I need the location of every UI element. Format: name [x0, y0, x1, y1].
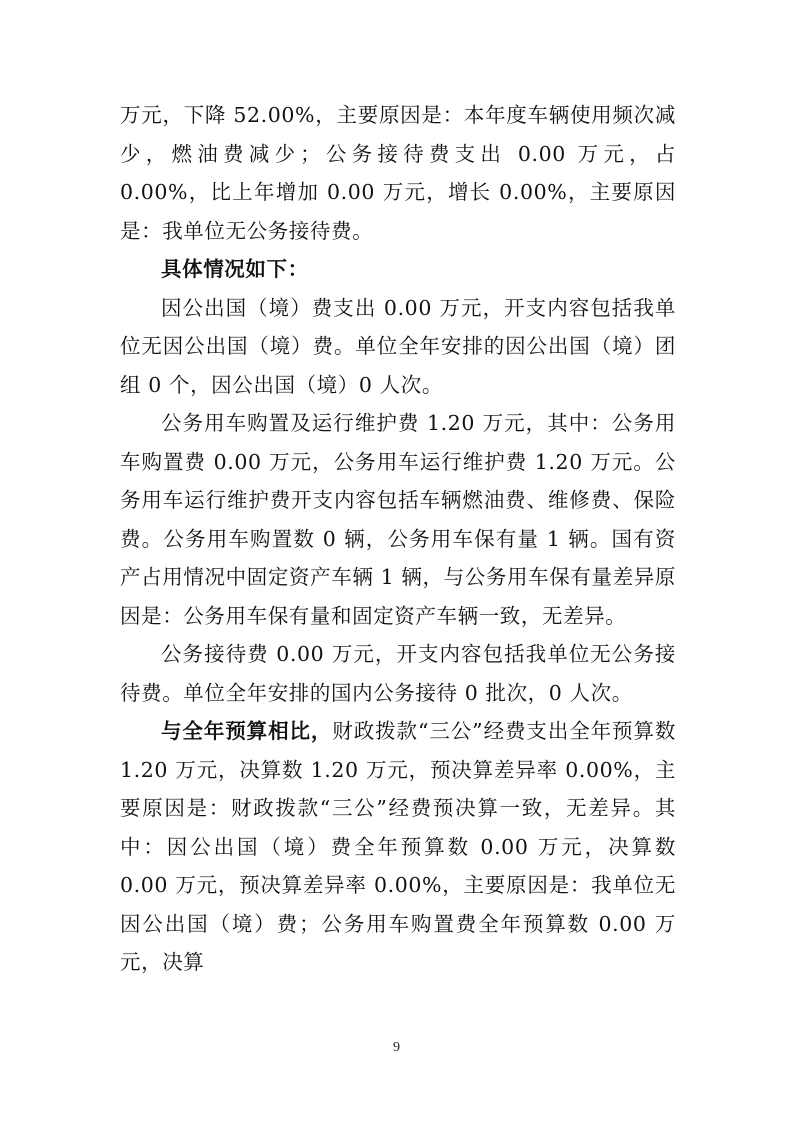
paragraph-4	[120, 404, 676, 635]
paragraph-1	[120, 96, 676, 250]
paragraph-text: 公务接待费 0.00 万元，开支内容包括我单位无公务接待费。单位全年安排的国内公务接待 0 批次，0 人次。	[120, 642, 676, 705]
paragraph-lead: 具体情况如下：	[161, 257, 309, 281]
paragraph-5	[120, 635, 676, 712]
paragraph-6	[120, 712, 676, 982]
paragraph-text: 公务用车购置及运行维护费 1.20 万元，其中：公务用车购置费 0.00 万元，公务用车运行维护费 1.20 万元。公务用车运行维护费开支内容包括车辆燃油费、维修费、保险费。公务用车购置数 0 辆，公务用车保有量 1 辆。国有资产占用情况中固定资产车辆 1 辆，与公务用车保有量差异原因是：公务用车保有量和固定资产车辆一致，无差异。	[120, 411, 676, 628]
paragraph-text: 因公出国（境）费支出 0.00 万元，开支内容包括我单位无因公出国（境）费。单位全年安排的因公出国（境）团组 0 个，因公出国（境）0 人次。	[120, 295, 676, 397]
page-number: 9	[393, 1040, 400, 1055]
paragraph-lead: 与全年预算相比，	[161, 719, 333, 743]
paragraph-text: 万元，下降 52.00%，主要原因是：本年度车辆使用频次减少，燃油费减少；公务接待费支出 0.00 万元，占 0.00%，比上年增加 0.00 万元，增长 0.00%，主要原因是：我单位无公务接待费。	[120, 103, 676, 243]
paragraph-3	[120, 289, 676, 405]
body-text	[120, 96, 676, 982]
paragraph-text: 财政拨款“三公”经费支出全年预算数 1.20 万元，决算数 1.20 万元，预决算差异率 0.00%，主要原因是：财政拨款“三公”经费预决算一致，无差异。其中：因公出国（境）费全年预算数 0.00 万元，决算数 0.00 万元，预决算差异率 0.00%，主要原因是：我单位无因公出国（境）费；公务用车购置费全年预算数 0.00 万元，决算	[120, 719, 676, 974]
paragraph-2	[120, 250, 676, 289]
